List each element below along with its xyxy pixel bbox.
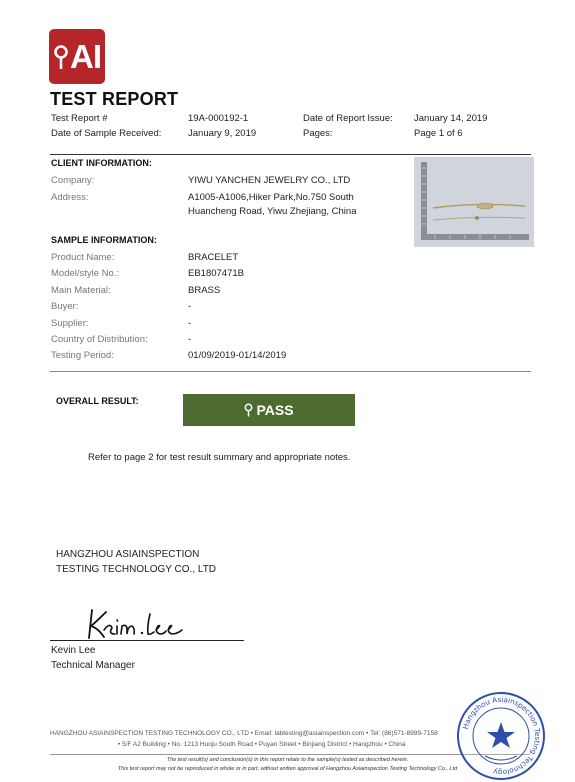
signer-block (51, 643, 135, 673)
sample-label-testing-period: Testing Period: (51, 350, 114, 361)
company-seal (455, 690, 547, 782)
company-label: Company: (51, 175, 95, 186)
overall-result-label: OVERALL RESULT: (56, 396, 139, 406)
address-line-2: Huancheng Road, Yiwu Zhejiang, China (188, 206, 357, 217)
company-logo (49, 29, 105, 84)
sample-value-testing-period: 01/09/2019-01/14/2019 (188, 350, 287, 361)
company-line-1: HANGZHOU ASIAINSPECTION (56, 549, 200, 560)
sample-value-country: - (188, 334, 192, 345)
company-value: YIWU YANCHEN JEWELRY CO., LTD (188, 175, 351, 186)
sample-value-model: EB1807471B (188, 268, 244, 279)
received-date: January 9, 2019 (188, 128, 257, 139)
signer-name: Kevin Lee (51, 645, 96, 656)
sample-label-product-name: Product Name: (51, 252, 115, 263)
pass-check-icon (244, 403, 253, 417)
pages-value: Page 1 of 6 (414, 128, 463, 139)
divider-middle (50, 371, 531, 372)
refer-note: Refer to page 2 for test result summary and appropriate notes. (88, 452, 351, 463)
sample-value-supplier: - (188, 318, 192, 329)
sample-photo (414, 157, 534, 247)
page-title: TEST REPORT (50, 89, 179, 109)
report-number-label: Test Report # (51, 113, 108, 124)
handwritten-signature (84, 604, 194, 642)
pass-badge (183, 394, 355, 426)
footer-contact-line: HANGZHOU ASIAINSPECTION TESTING TECHNOLOGY CO., LTD • Email: labtesting@asiainspection.com • Tel: (86)571-8999-7158 (50, 730, 438, 737)
sample-label-buyer: Buyer: (51, 301, 79, 312)
signer-title: Technical Manager (51, 660, 135, 671)
company-line-2: TESTING TECHNOLOGY CO., LTD (56, 564, 217, 575)
footer-disclaimer-2: This test report may not be reproduced in whole or in part, without written approval of Hangzhou Asiainspection Testing Technology Co., Ltd (117, 766, 458, 772)
address-label: Address: (51, 192, 89, 203)
divider-top (50, 154, 531, 155)
client-heading: CLIENT INFORMATION: (51, 158, 152, 168)
sample-label-supplier: Supplier: (51, 318, 89, 329)
issue-date-label: Date of Report Issue: (303, 113, 393, 124)
logo-icon (53, 44, 69, 70)
sample-value-material: BRASS (188, 285, 221, 296)
footer-address-line: • 5/F A2 Building • No. 1213 Huoju South Road • Puyan Street • Binjiang District • Hangzhou • China (118, 741, 406, 748)
address-line-1: A1005-A1006,Hiker Park,No.750 South (188, 192, 354, 203)
pages-label: Pages: (303, 128, 333, 139)
logo-text: AI (70, 38, 101, 75)
received-date-label: Date of Sample Received: (51, 128, 162, 139)
sample-value-product-name: BRACELET (188, 252, 239, 263)
signature-line (50, 640, 244, 641)
report-number: 19A-000192-1 (188, 113, 249, 124)
company-block (56, 547, 216, 577)
pass-text: PASS (256, 402, 294, 418)
sample-heading: SAMPLE INFORMATION: (51, 235, 157, 245)
issue-date: January 14, 2019 (414, 113, 488, 124)
footer-disclaimer-1: The test result(s) and conclusion(s) in this report relate to the sample(s) tested as described herein. (166, 757, 409, 763)
sample-photo-illustration (415, 158, 533, 246)
sample-value-buyer: - (188, 301, 192, 312)
sample-label-model: Model/style No.: (51, 268, 120, 279)
sample-label-material: Main Material: (51, 285, 111, 296)
sample-label-country: Country of Distribution: (51, 334, 148, 345)
svg-text:Hangzhou Asiainspection Testin: Hangzhou Asiainspection Testing Technology (460, 694, 543, 778)
